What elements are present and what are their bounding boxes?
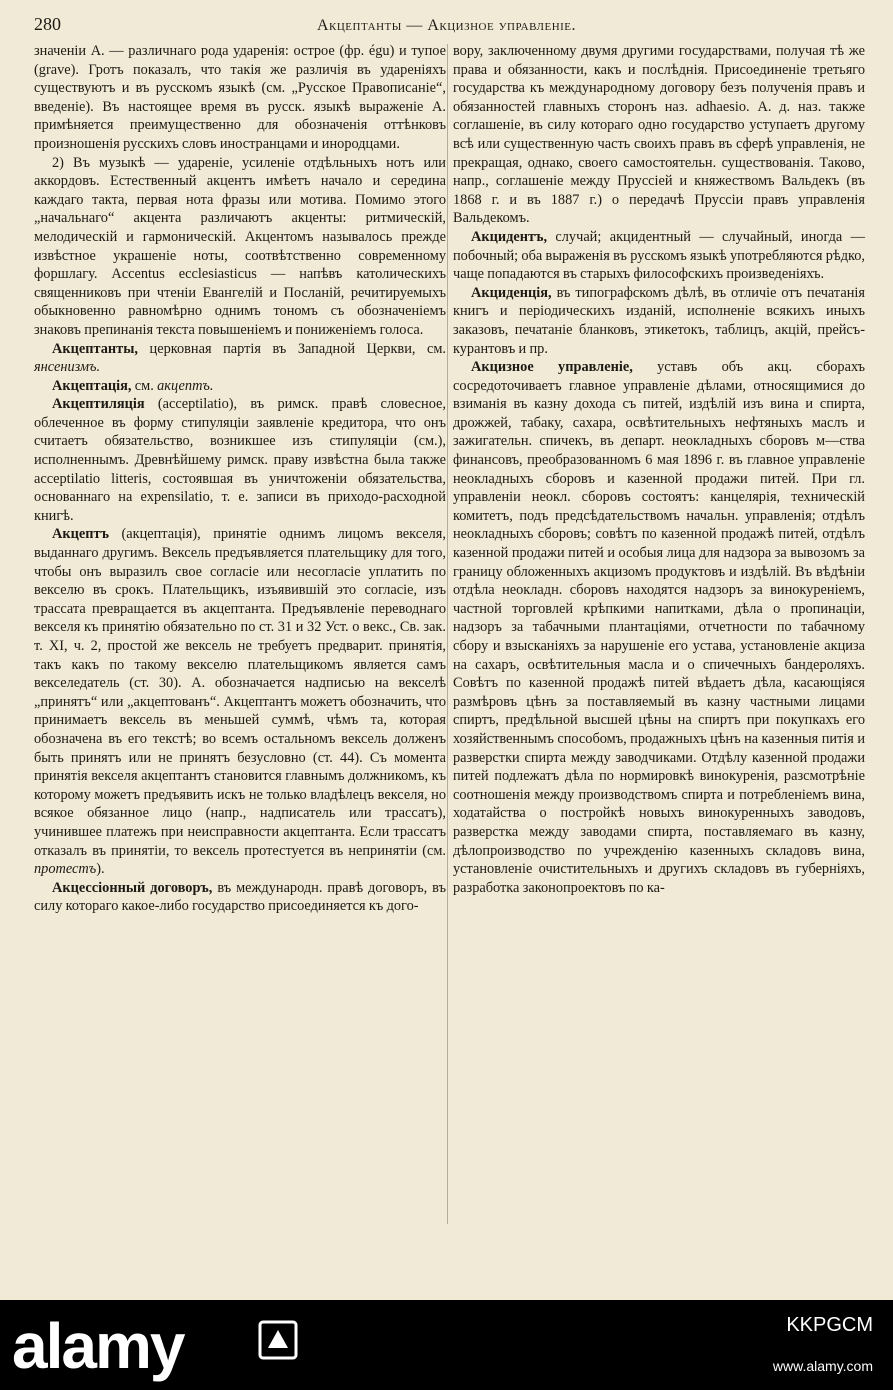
entry-term: Акцептъ — [52, 526, 109, 543]
right-column — [453, 42, 865, 897]
paragraph-music-accent: 2) Въ музыкѣ — удареніе, усиленіе отдѣльныхъ нотъ или аккордовъ. Естественный акцентъ имѣетъ начало и середина каждаго такта, первая нота фразы или мотива. Помимо этого „начальнаго“ акцента различаютъ акценты: ритмическій, мелодическій и гармоническій. Акцентомъ называлось прежде извѣстное украшеніе ноты, соотвѣтственно современному форшлагу. Accentus ecclesiasticus — напѣвъ католическихъ священниковъ при чтеніи Евангелій и Посланій, речитируемыхъ обыкновенно равномѣрно однимъ тономъ съ обозначеніемъ знаковъ препинанія текста повышеніемъ и пониженіемъ голоса. — [34, 154, 446, 338]
entry-term: Акциденція, — [471, 284, 552, 301]
entry-text-end: ). — [96, 861, 105, 878]
entry-aktseptanty — [34, 340, 446, 377]
site-url: www.alamy.com — [772, 1358, 873, 1374]
entry-text: см. — [131, 377, 158, 394]
page-header — [34, 14, 859, 38]
entry-aktsident — [453, 228, 865, 284]
column-divider — [447, 44, 448, 1224]
entry-aktsept — [34, 525, 446, 878]
entry-term: Акцептиляція — [52, 396, 145, 413]
image-id — [786, 1314, 873, 1337]
entry-text: въ типографскомъ дѣлѣ, въ отличіе отъ печатанія книгъ и періодическихъ изданій, исполненіе всякихъ иныхъ заказовъ, печатаніе бланковъ, этикетокъ, таблицъ, акцій, прейсъ-курантовъ и пр. — [453, 284, 865, 357]
entry-term: Акцептанты, — [52, 340, 139, 357]
entry-term: Акцессіонный договоръ, — [52, 879, 213, 896]
entry-term: Акцидентъ, — [471, 228, 548, 245]
entry-term: Акцептація, — [52, 377, 132, 394]
entry-aktsidentsiya — [453, 284, 865, 358]
watermark-banner — [0, 1300, 893, 1390]
entry-aktseptatsiya — [34, 377, 446, 396]
alamy-logo: alamy — [12, 1310, 184, 1382]
entry-text: случай; акцидентный — случайный, иногда — побочный; оба выраженія въ русскомъ языкѣ употребляются рѣдко, чаще попадаются въ старыхъ философскихъ произведеніяхъ. — [453, 228, 865, 283]
image-id-value: KKPGCM — [786, 1314, 873, 1336]
left-column — [34, 42, 446, 916]
cross-reference: янсенизмъ. — [34, 359, 101, 376]
running-title: Акцептанты — Акцизное управленіе. — [316, 17, 577, 34]
cross-reference: акцептъ. — [157, 377, 214, 394]
entry-term: Акцизное управленіе, — [471, 359, 633, 376]
entry-text: въ международн. правѣ договоръ, въ силу котораго какое-либо государство присоединяется къ дого- — [34, 879, 446, 915]
page-number: 280 — [34, 14, 61, 34]
entry-aktsessionny-dogovor — [34, 879, 446, 916]
entry-text: церковная партія въ Западной Церкви, см. — [138, 340, 446, 357]
entry-text: (акцептація), принятіе однимъ лицомъ векселя, выданнаго другимъ. Вексель предъявляется плательщику для того, чтобы онъ выразилъ свое согласіе или несогласіе уплатить по векселю въ срокъ. Плательщикъ, изъявившій это согласіе, изъ трассата превращается въ акцептанта. Предъявленіе переводнаго векселя къ принятію обязательно по ст. 31 и 32 Уст. о векс., Св. зак. т. XI, ч. 2, простой же вексель не требуетъ предварит. принятія, такъ какъ по такому векселю плательщикомъ является самъ векселедатель (ст. 30). А. обозначается надписью на векселѣ „принятъ“ или „акцептованъ“. Акцептантъ можетъ обозначить, что принимаетъ вексель въ меньшей суммѣ, чѣмъ та, которая обозначена въ его текстѣ; во всемъ остальномъ вексель долженъ быть принятъ или не принятъ безусловно (ст. 44). Съ момента принятія векселя акцептантъ становится главнымъ должникомъ, къ которому можетъ предъявить искъ не только владѣлецъ векселя, но всякое обязанное лицо (напр., надписатель или трассатъ), учинившее платежъ при неисправности акцептанта. Если трассатъ отказалъ въ принятіи, то вексель протестуется въ непринятіи (см. — [34, 526, 446, 859]
alamy-logo-mark-icon — [258, 1320, 298, 1360]
paragraph-accent-continuation: значеніи А. — различнаго рода ударенія: острое (фр. égu) и тупое (grave). Гротъ показалъ, что такія же различія въ удареніяхъ существуютъ и въ русскомъ языкѣ (см. „Русское Правописаніе“, введеніе). Въ настоящее время въ русск. языкѣ выраженіе А. примѣняется преимущественно для обозначенія оттѣнковъ произношенія русскихъ словъ иностранцами и инородцами. — [34, 43, 446, 152]
entry-text: (acceptilatio), въ римск. правѣ словесное, облеченное въ форму стипуляціи заявленіе кредитора, что онъ считаетъ обязательство, возникшее изъ стипуляціи (см.), исполненнымъ. Древнѣйшему римск. праву извѣстна была также acceptilatio litteris, состоявшая въ уничтоженіи обязательства, основаннаго на expensilatio, т. е. записи въ приходо-расходной книгѣ. — [34, 396, 446, 524]
paragraph-treaty-continuation: вору, заключенному двумя другими государствами, получая тѣ же права и обязанности, какъ и послѣднія. Присоединеніе третьяго государства къ международному договору безъ полученія правъ и обязанностей главныхъ сторонъ наз. adhaesio. А. д. наз. также соглашеніе, въ силу котораго одно государство уступаетъ другому всѣ или существенную часть своихъ правъ въ сферѣ управленія, не прекращая, однако, своего самостоятельн. существованія. Таково, напр., соглашеніе между Пруссіей и княжествомъ Вальдекъ (въ 1868 г. и въ 1887 г.) о передачѣ Пруссіи правъ управленія Вальдекомъ. — [453, 43, 865, 227]
entry-text: уставъ объ акц. сборахъ сосредоточиваетъ главное управленіе дѣлами, относящимися до взиманія въ казну дохода съ питей, издѣлій изъ вина и спирта, дрожжей, табаку, сахара, освѣтительныхъ нефтяныхъ маслъ и зажигательн. спичекъ, въ департ. неокладныхъ сборовъ м—ства финансовъ, преобразованномъ 6 мая 1896 г. въ главное управленіе неокладныхъ сборовъ и казенной продажи питей. При гл. управленіи неокл. сборовъ состоятъ: канцелярія, техническій комитетъ, подъ предсѣдательствомъ начальн. управленія; отдѣлъ неокладныхъ сборовъ; совѣтъ по казенной продажѣ питей, отдѣлъ казенной продажи питей и особыя лица для надзора за вывозомъ за границу обложенныхъ акцизомъ продуктовъ и издѣлій. Въ вѣдѣніи отдѣла неокладн. сборовъ находятся надзоръ за винокуреніемъ, частной торговлей крѣпкими напитками, дѣла о пропинаціи, надзоръ за табачными плантаціями, отчетности по табачному сбору и взысканіяхъ за нарушеніе его устава, установленіе акциза на сахаръ, освѣтительныя масла и о спичечныхъ бандероляхъ. Совѣтъ по казенной продажѣ питей вѣдаетъ дѣла, касающіяся размѣровъ цѣнъ за поставляемый въ казну частными лицами спиртъ, предѣльной высшей цѣны на спиртъ при покупкахъ его хозяйственнымъ способомъ, продажныхъ цѣнъ на казенныя питія и разверстки спирта между заводчиками. Отдѣлу казенной продажи питей подлежатъ дѣла по нормировкѣ винокуренія, разсмотрѣніе соотношенія между производствомъ спирта и потребленіемъ вина, ходатайства о постройкѣ новыхъ винокуренныхъ заводовъ, разверстка между заводами спирта, поставляемаго въ казну, дѣлопроизводство по учрежденію казенныхъ складовъ вина, установленіе очистительныхъ и другихъ складовъ въ губерніяхъ, разработка законопроектовъ по ка- — [453, 359, 866, 896]
cross-reference: протестъ — [34, 861, 97, 878]
entry-aktsiznoe-upravlenie — [453, 358, 865, 897]
entry-aktseptilyatsiya — [34, 395, 446, 525]
